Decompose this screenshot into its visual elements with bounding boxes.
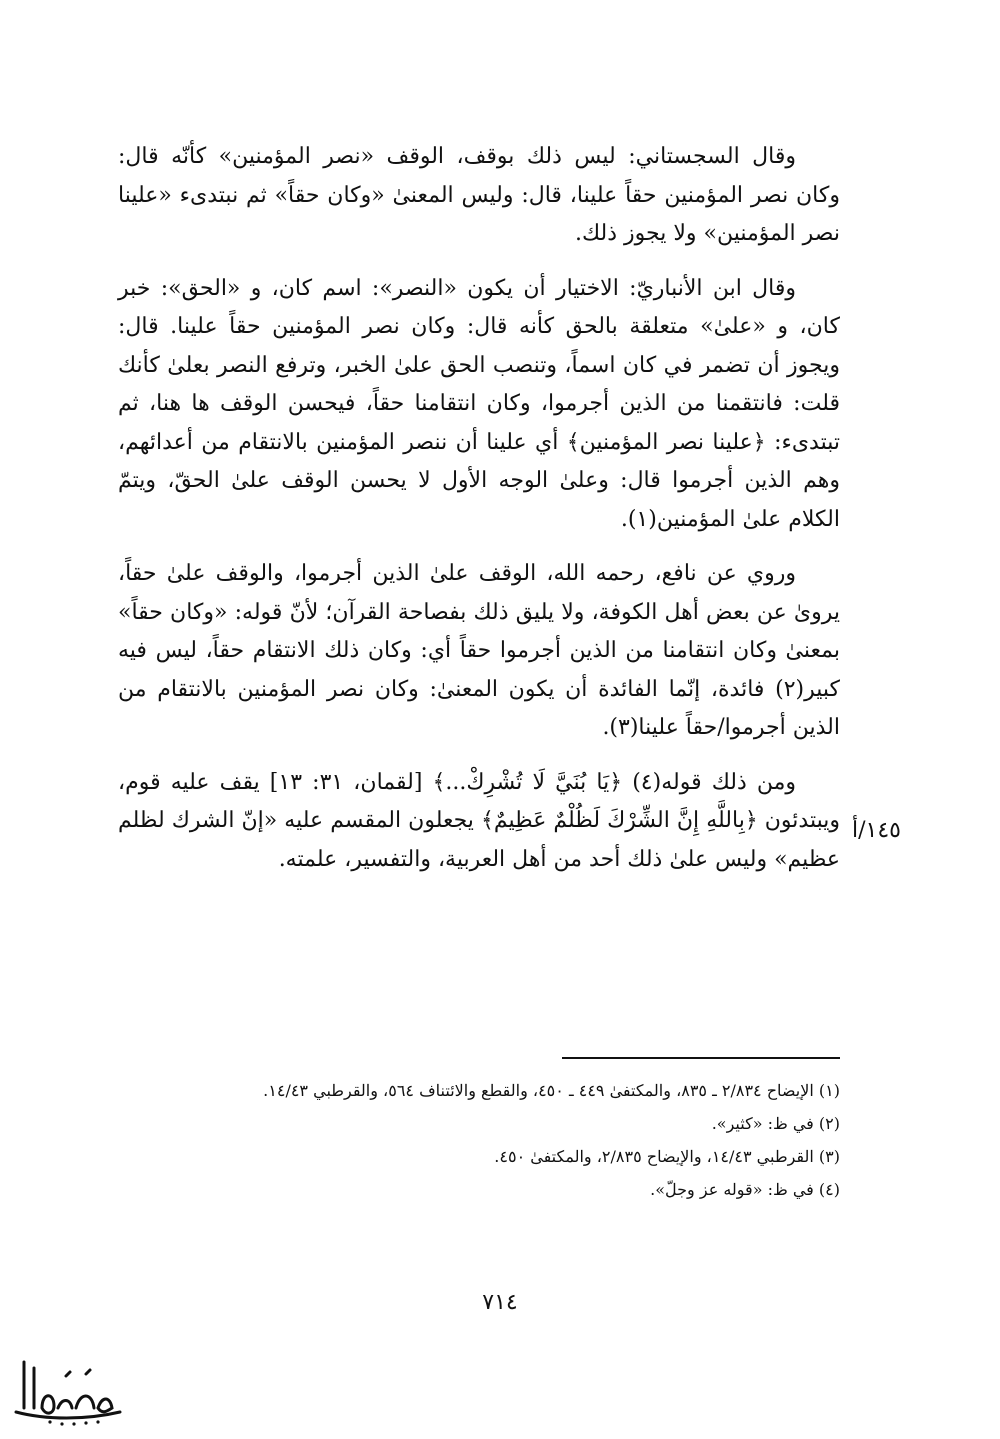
paragraph-3: وروي عن نافع، رحمه الله، الوقف علىٰ الذين أجرموا، والوقف علىٰ حقاً، يروىٰ عن بعض أهل الكوفة، ولا يليق ذلك بفصاحة القرآن؛ لأنّ قوله: «وكان حقاً» بمعنىٰ وكان انتقامنا من الذين أجرموا حقاً أي: وكان ذلك الانتقام حقاً، ليس فيه كبير(٢) فائدة، إنّما الفائدة أن يكون المعنىٰ: وكان نصر المؤمنين بالانتقام من الذين أجرموا/حقاً علينا(٣).	[118, 561, 840, 740]
paragraph-4: ومن ذلك قوله(٤) ﴿يَا بُنَيَّ لَا تُشْرِكْ...﴾ [لقمان، ٣١: ١٣] يقف عليه قوم، ويبتدئون ﴿بِاللَّهِ إِنَّ الشِّرْكَ لَظُلْمٌ عَظِيمٌ﴾ يجعلون المقسم عليه «إنّ الشرك لظلم عظيم» وليس علىٰ ذلك أحد من أهل العربية، والتفسير، علمته.	[118, 769, 840, 872]
footnote-separator	[562, 1057, 840, 1059]
paragraph-2: وقال ابن الأنباريّ: الاختيار أن يكون «النصر»: اسم كان، و «الحق»: خبر كان، و «علىٰ» متعلقة بالحق كأنه قال: وكان نصر المؤمنين حقاً علينا. قال: ويجوز أن تضمر في كان اسماً، وتنصب الحق علىٰ الخبر، وترفع النصر بعلىٰ كأنك قلت: فانتقمنا من الذين أجرموا، وكان انتقامنا حقاً، فيحسن الوقف ها هنا، ثم تبتدىء: ﴿علينا نصر المؤمنين﴾ أي علينا أن ننصر المؤمنين بالانتقام من أعدائهم، وهم الذين أجرموا قال: وعلىٰ الوجه الأول لا يحسن الوقف علىٰ الحقّ، ويتمّ الكلام علىٰ المؤمنين(١).	[118, 275, 840, 532]
page-number: ٧١٤	[482, 1290, 518, 1315]
calligraphy-logo-icon	[6, 1352, 126, 1432]
footnote-1: (١) الإيضاح ٢/٨٣٤ ـ ٨٣٥، والمكتفىٰ ٤٤٩ ـ ٤٥٠، والقطع والائتناف ٥٦٤، والقرطبي ١٤/٤٣.	[263, 1081, 840, 1100]
paragraph-1: وقال السجستاني: ليس ذلك بوقف، الوقف «نصر المؤمنين» كأنّه قال: وكان نصر المؤمنين حقاً علينا، قال: وليس المعنىٰ «وكان حقاً» ثم نبتدىء «علينا نصر المؤمنين» ولا يجوز ذلك.	[118, 144, 840, 246]
footnote-4: (٤) في ظ: «قوله عز وجلّ».	[650, 1180, 840, 1199]
main-text	[118, 138, 840, 895]
footnotes	[130, 1076, 840, 1208]
footnote-3: (٣) القرطبي ١٤/٤٣، والإيضاح ٢/٨٣٥، والمكتفىٰ ٤٥٠.	[494, 1147, 840, 1166]
footnote-2: (٢) في ظ: «كثير».	[711, 1114, 840, 1133]
folio-margin-note: ١٤٥/أ	[852, 818, 901, 843]
